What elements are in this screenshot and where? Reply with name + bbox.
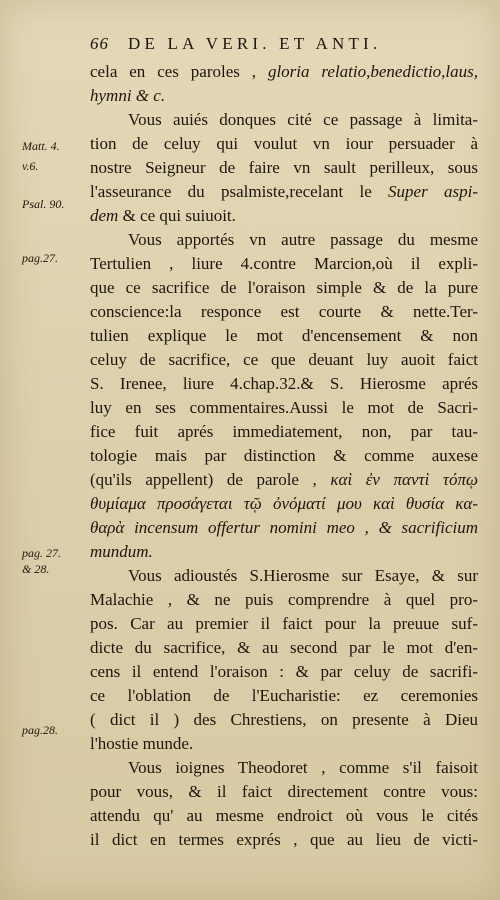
page-number: 66 xyxy=(90,34,109,53)
text-line: Malachie , & ne puis comprendre à quel pro- xyxy=(90,590,478,609)
text-line: S. Irenee, liure 4.chap.32.& S. Hierosme aprés xyxy=(90,374,478,393)
text-line: pos. Car au premier il faict pour la preuue suf- xyxy=(90,614,478,633)
text-line: que ce sacrifice de l'oraison simple & de la pure xyxy=(90,278,478,297)
text-line: fice fuit aprés immediatement, non, par tau- xyxy=(90,422,478,441)
text-line: consciencе:la responce est courte & nette.Ter- xyxy=(90,302,478,321)
text-line: tion de celuy qui voulut vn iour persuader à xyxy=(90,134,478,153)
text-line: ce l'oblation de l'Eucharistie: ez ceremonies xyxy=(90,686,478,705)
margin-note: pag.28. xyxy=(22,723,58,737)
text-line: celuy de sacrifice, ce que deuant luy auoit faict xyxy=(90,350,478,369)
text-line: Vous auiés donques cité ce passage à limita- xyxy=(128,110,478,129)
running-title: DE LA VERI. ET ANTI. xyxy=(128,34,382,53)
text-line: θαρὰ incensum offertur nomini meo , & sacrificium xyxy=(90,518,478,537)
margin-note: Psal. 90. xyxy=(22,197,65,211)
text-line: hymni & c. xyxy=(90,86,166,105)
text-line: tulien explique le mot d'encensement & non xyxy=(90,326,478,345)
text-line: dem & ce qui suiuoit. xyxy=(90,206,236,225)
text-line: nostre Seigneur de faire vn sault perilleux, sous xyxy=(90,158,478,177)
text-line: Vous apportés vn autre passage du mesme xyxy=(128,230,478,249)
margin-note: pag. 27. xyxy=(22,546,61,560)
text-line: Vous adioustés S.Hierosme sur Esaye, & sur xyxy=(128,566,478,585)
text-line: luy en ses commentaires.Aussi le mot de Sacri- xyxy=(90,398,478,417)
text-line: ( dict il ) des Chrestiens, on presente à Dieu xyxy=(90,710,478,729)
text-line: (qu'ils appellent) de parole , καὶ ἐν παντὶ τόπῳ xyxy=(90,470,478,489)
text-line: tologie mais par distinction & comme auxese xyxy=(90,446,478,465)
page-header xyxy=(90,34,480,60)
margin-note: Matt. 4. xyxy=(22,139,60,153)
text-line: il dict en termes exprés , que au lieu de victi- xyxy=(90,830,478,849)
text-line: Vous ioignes Theodoret , comme s'il faisoit xyxy=(128,758,478,777)
text-line: attendu qu' au mesme endroict où vous le cités xyxy=(90,806,478,825)
text-line: pour vous, & il faict directement contre vous: xyxy=(90,782,478,801)
text-line: cens il entend l'oraison : & par celuy de sacrifi- xyxy=(90,662,478,681)
margin-note: & 28. xyxy=(22,562,50,576)
text-line: mundum. xyxy=(90,542,153,561)
text-line: dicte du sacrifice, & au second par le mot d'en- xyxy=(90,638,478,657)
margin-note: v.6. xyxy=(22,159,39,173)
text-line: Tertulien , liure 4.contre Marcion,où il expli- xyxy=(90,254,478,273)
text-line: l'asseurance du psalmiste,recelant le Super aspi- xyxy=(90,182,478,201)
text-line: θυμίαμα προσάγεται τῷ ὀνόματί μου καὶ θυσία κα- xyxy=(90,494,478,513)
text-line: l'hostie munde. xyxy=(90,734,194,753)
margin-note: pag.27. xyxy=(22,251,58,265)
text-line: cela en ces paroles , gloria relatio,benedictio,laus, xyxy=(90,62,478,81)
